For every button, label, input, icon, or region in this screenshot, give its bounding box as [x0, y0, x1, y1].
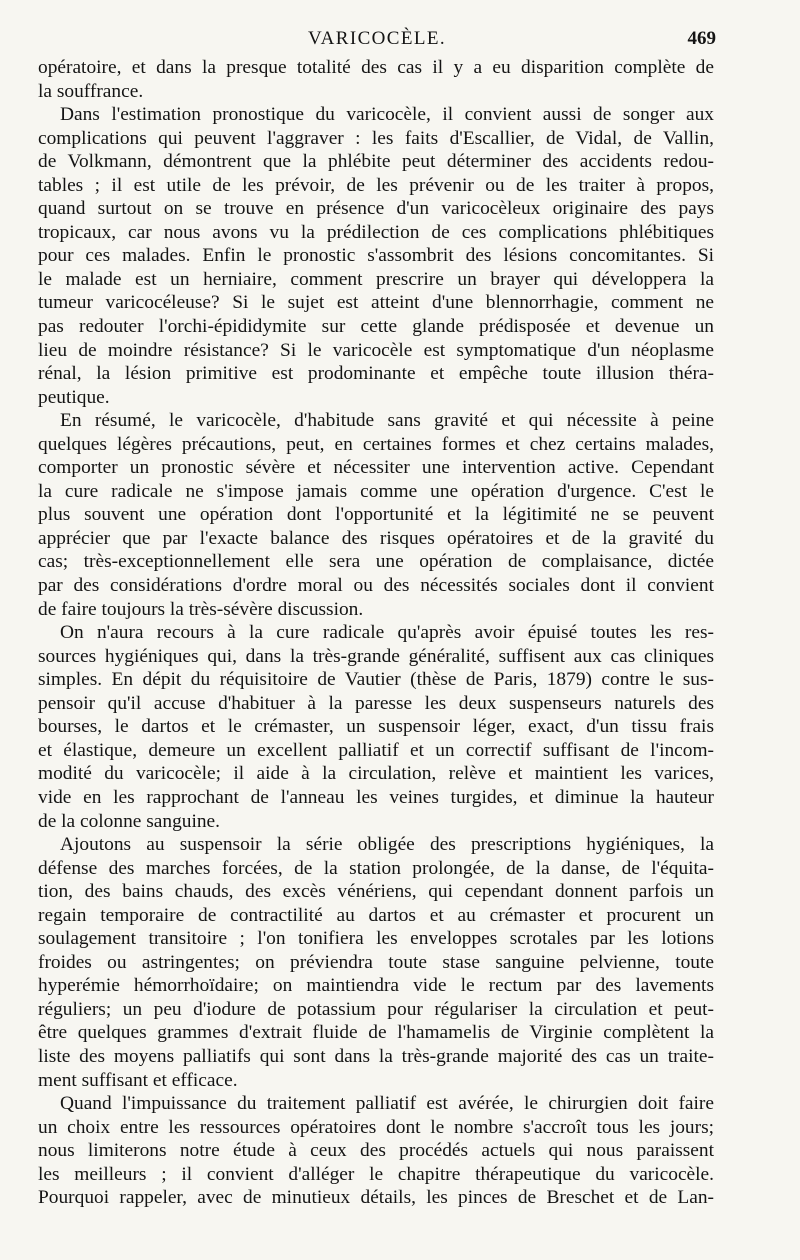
text-line: tumeur varicocéleuse? Si le sujet est atteint d'une blennorrhagie, comment ne: [38, 292, 714, 314]
text-line: le malade est un herniaire, comment prescrire un brayer qui développera la: [38, 268, 714, 290]
text-line: opératoire, et dans la presque totalité des cas il y a eu disparition complète de: [38, 57, 714, 78]
text-line: tropicaux, car nous avons vu la prédilection de ces complications phlébitiques: [38, 221, 714, 243]
text-line: simples. En dépit du réquisitoire de Vautier (thèse de Paris, 1879) contre le sus-: [38, 669, 714, 691]
text-line: réguliers; un peu d'iodure de potassium pour régulariser la circulation et peut-: [38, 998, 714, 1020]
text-line: quelques légères précautions, peut, en certaines formes et chez certains malades,: [38, 433, 714, 455]
text-line: plus souvent une opération dont l'opportunité et la légitimité ne se peuvent: [38, 504, 714, 526]
text-line: froides ou astringentes; on préviendra toute stase sanguine pelvienne, toute: [38, 951, 714, 973]
text-line: de faire toujours la très-sévère discussion.: [38, 598, 364, 620]
text-line: et élastique, demeure un excellent palliatif et un correctif suffisant de l'incom-: [38, 739, 714, 761]
body-text: [38, 56, 714, 1210]
text-line: vide en les rapprochant de l'anneau les veines turgides, et diminue la hauteur: [38, 786, 714, 808]
text-line: être quelques grammes d'extrait fluide de l'hamamelis de Virginie complètent la: [38, 1022, 714, 1044]
text-line: On n'aura recours à la cure radicale qu'après avoir épuisé toutes les res-: [60, 622, 714, 644]
text-line: modité du varicocèle; il aide à la circulation, relève et maintient les varices,: [38, 763, 714, 785]
text-line: sources hygiéniques qui, dans la très-grande généralité, suffisent aux cas cliniques: [38, 645, 714, 667]
text-line: par des considérations d'ordre moral ou des nécessités sociales dont il convient: [38, 575, 714, 597]
text-line: cas; très-exceptionnellement elle sera une opération de complaisance, dictée: [38, 551, 714, 573]
text-line: tables ; il est utile de les prévoir, de les prévenir ou de les traiter à propos,: [38, 174, 714, 196]
text-line: apprécier que par l'exacte balance des risques opératoires et de la gravité du: [38, 527, 714, 549]
text-line: comporter un pronostic sévère et nécessiter une intervention active. Cependant: [38, 457, 714, 479]
text-line: lieu de moindre résistance? Si le varicocèle est symptomatique d'un néoplasme: [38, 339, 714, 361]
text-line: Dans l'estimation pronostique du varicocèle, il convient aussi de songer aux: [60, 104, 714, 126]
text-line: de Volkmann, démontrent que la phlébite peut déterminer des accidents redou-: [38, 151, 714, 173]
text-line: soulagement transitoire ; l'on tonifiera les enveloppes scrotales par les lotions: [38, 928, 714, 950]
text-line: la souffrance.: [38, 80, 144, 102]
text-line: regain temporaire de contractilité au dartos et au crémaster et procurent un: [38, 904, 714, 926]
text-line: la cure radicale ne s'impose jamais comme une opération d'urgence. C'est le: [38, 480, 714, 502]
text-line: hyperémie hémorrhoïdaire; on maintiendra vide le rectum par des lavements: [38, 975, 714, 997]
text-line: ment suffisant et efficace.: [38, 1069, 238, 1091]
text-line: Pourquoi rappeler, avec de minutieux détails, les pinces de Breschet et de Lan-: [38, 1187, 714, 1209]
text-line: bourses, le dartos et le crémaster, un suspensoir léger, exact, d'un tissu frais: [38, 716, 714, 738]
text-line: Quand l'impuissance du traitement palliatif est avérée, le chirurgien doit faire: [60, 1093, 714, 1115]
text-line: un choix entre les ressources opératoires dont le nombre s'accroît tous les jours;: [38, 1116, 714, 1138]
text-line: tion, des bains chauds, des excès vénériens, qui cependant donnent parfois un: [38, 881, 714, 903]
text-line: liste des moyens palliatifs qui sont dans la très-grande majorité des cas un traite-: [38, 1045, 714, 1067]
text-line: de la colonne sanguine.: [38, 810, 220, 832]
text-line: pas redouter l'orchi-épididymite sur cette glande prédisposée et devenue un: [38, 316, 714, 338]
text-line: rénal, la lésion primitive est prodominante et empêche toute illusion théra-: [38, 363, 714, 385]
text-line: nous limiterons notre étude à ceux des procédés actuels qui nous paraissent: [38, 1140, 714, 1162]
text-line: En résumé, le varicocèle, d'habitude sans gravité et qui nécessite à peine: [60, 410, 714, 432]
text-line: défense des marches forcées, de la station prolongée, de la danse, de l'équita-: [38, 857, 714, 879]
text-line: pour ces malades. Enfin le pronostic s'assombrit des lésions concomitantes. Si: [38, 245, 714, 267]
text-line: les meilleurs ; il convient d'alléger le chapitre thérapeutique du varicocèle.: [38, 1163, 714, 1185]
running-header: [38, 28, 716, 54]
page-number: 469: [687, 28, 716, 49]
text-line: Ajoutons au suspensoir la série obligée des prescriptions hygiéniques, la: [60, 834, 714, 856]
text-line: pensoir qu'il accuse d'habituer à la paresse les deux suspenseurs naturels des: [38, 692, 714, 714]
text-line: quand surtout on se trouve en présence d'un varicocèleux originaire des pays: [38, 198, 714, 220]
text-line: peutique.: [38, 386, 110, 408]
text-line: complications qui peuvent l'aggraver : les faits d'Escallier, de Vidal, de Vallin,: [38, 127, 714, 149]
chapter-title: VARICOCÈLE.: [307, 28, 447, 49]
